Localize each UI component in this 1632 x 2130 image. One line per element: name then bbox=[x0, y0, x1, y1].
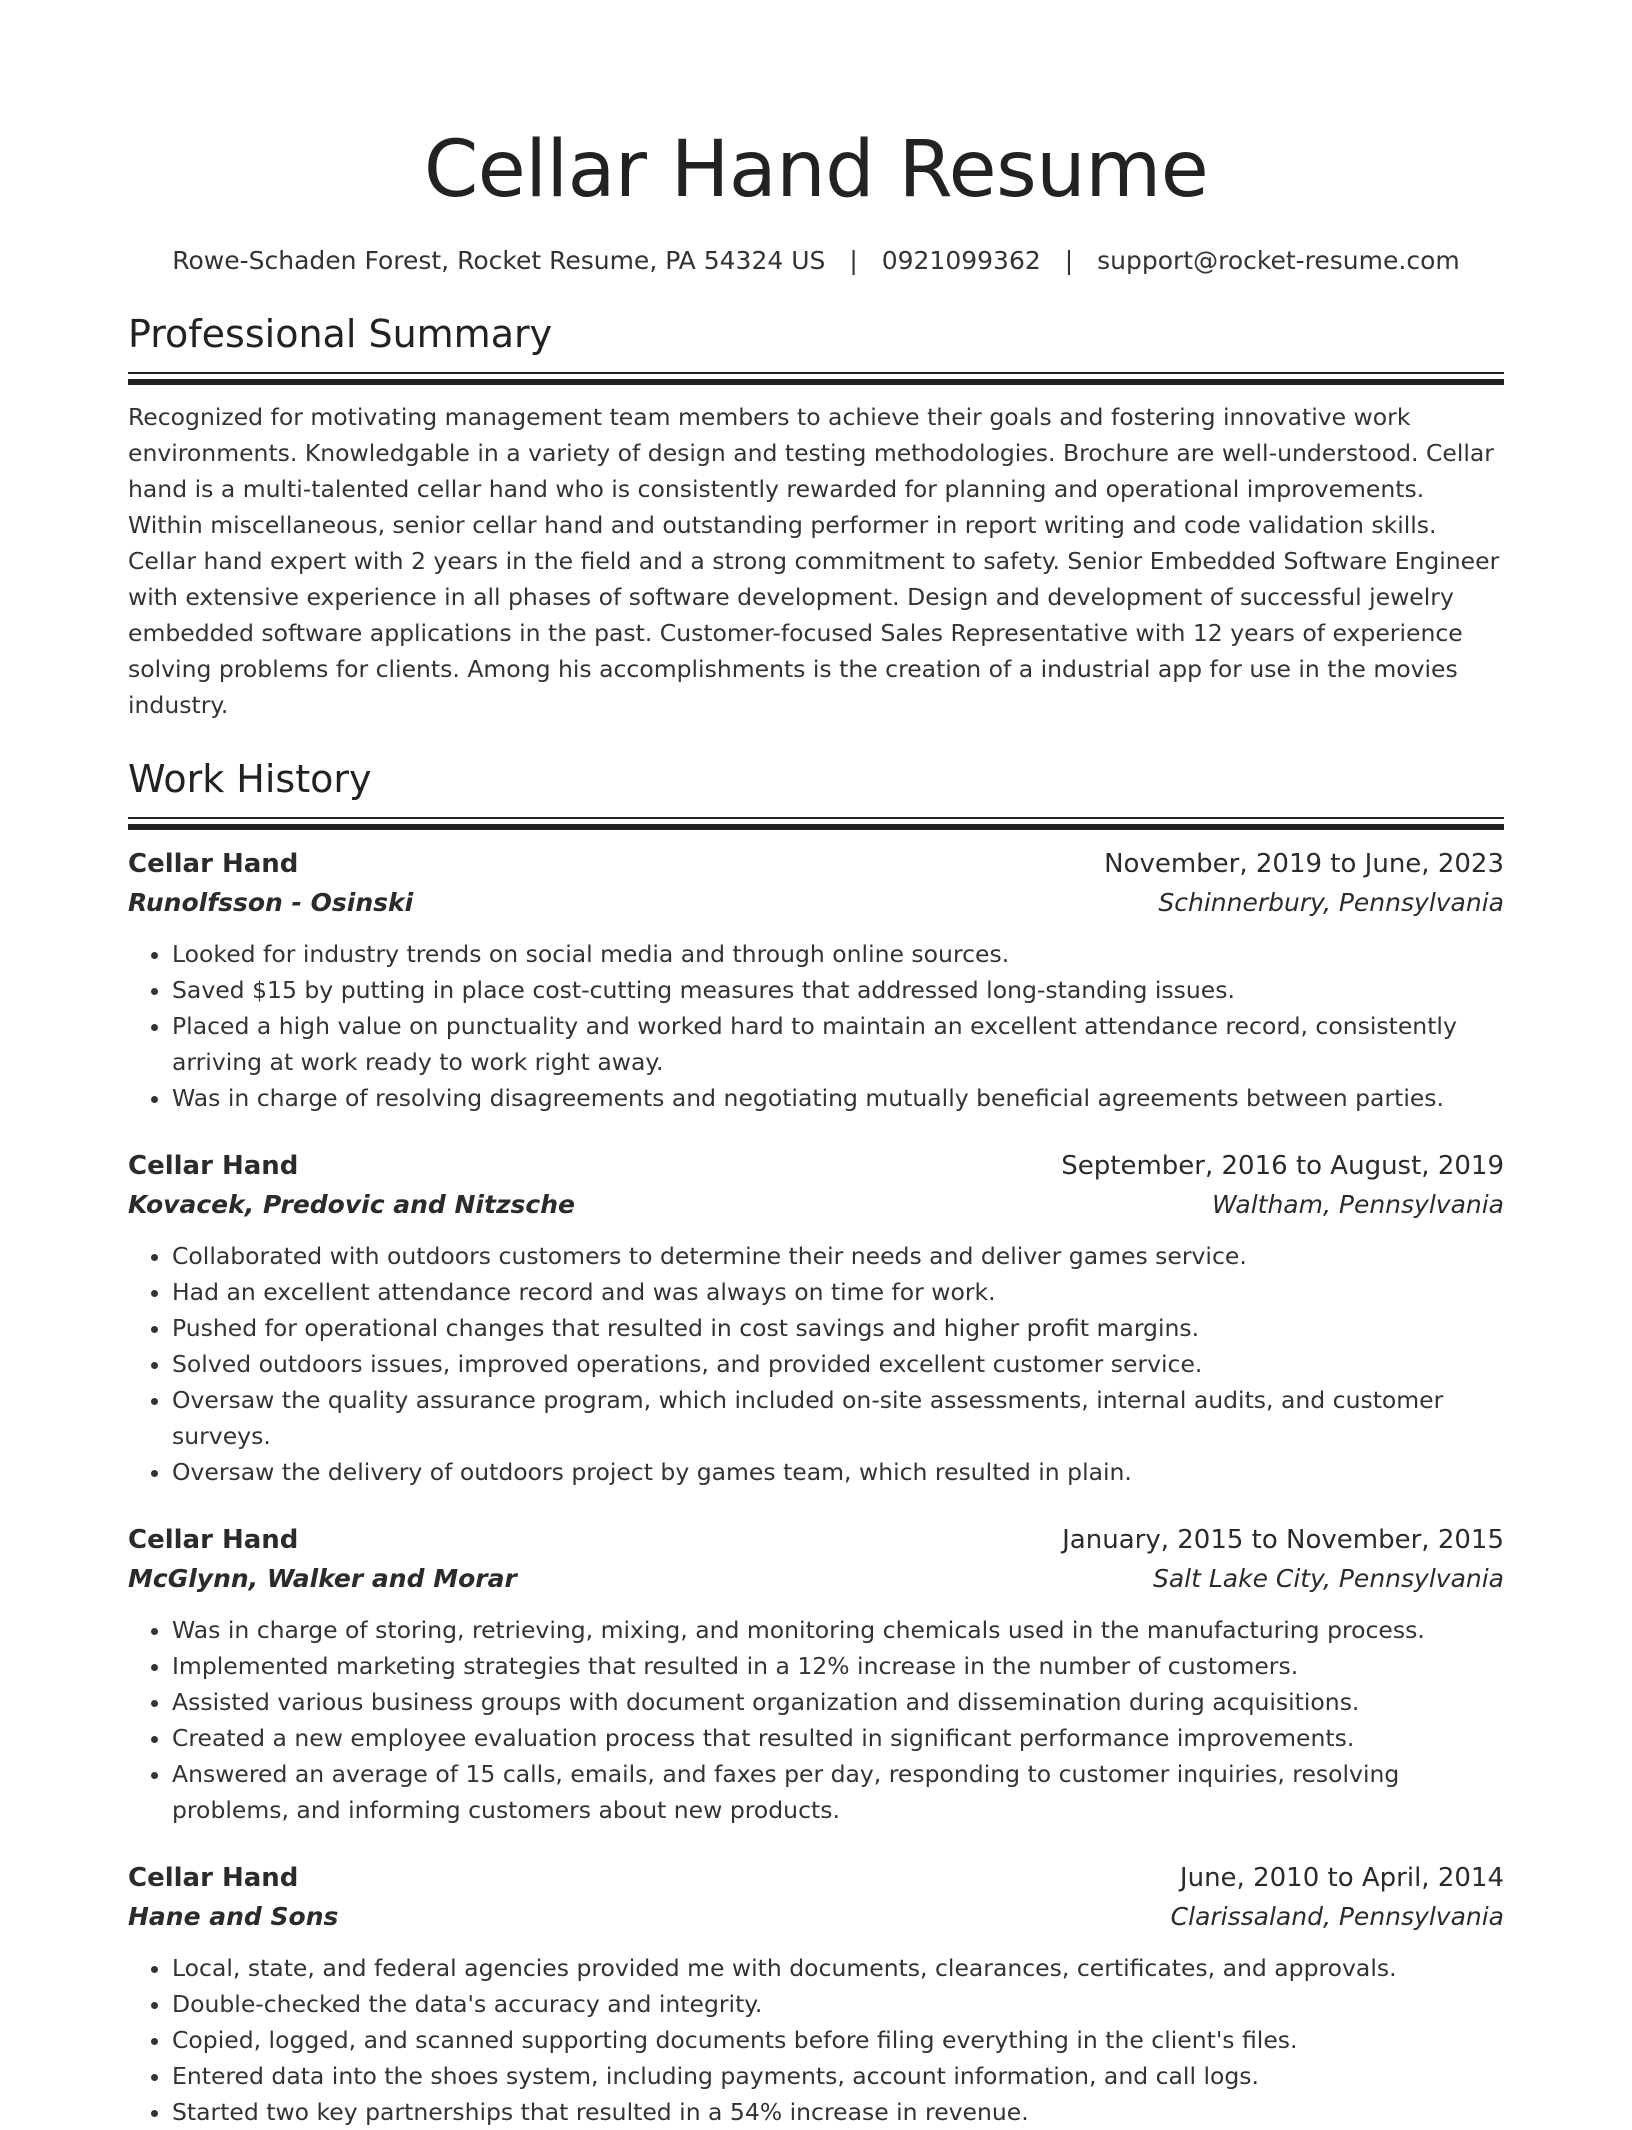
job-company-row bbox=[128, 884, 1504, 922]
job-bullet: • Had an excellent attendance record and was always on time for work. bbox=[172, 1274, 1504, 1310]
job-entry bbox=[128, 1858, 1504, 2130]
contact-email[interactable]: support@rocket-resume.com bbox=[1097, 246, 1460, 275]
job-bullet: • Created a new employee evaluation process that resulted in significant performance improvements. bbox=[172, 1720, 1504, 1756]
job-company-row bbox=[128, 1560, 1504, 1598]
job-bullet: • Oversaw the quality assurance program, which included on-site assessments, internal audits, and customer surveys. bbox=[172, 1382, 1504, 1454]
professional-summary-section bbox=[128, 308, 1504, 723]
job-header-row bbox=[128, 1858, 1504, 1898]
job-dates: November, 2019 to June, 2023 bbox=[1104, 849, 1504, 879]
job-bullet: • Saved $15 by putting in place cost-cutting measures that addressed long-standing issues. bbox=[172, 972, 1504, 1008]
job-bullet: • Local, state, and federal agencies provided me with documents, clearances, certificates, and approvals. bbox=[172, 1950, 1504, 1986]
job-entry bbox=[128, 844, 1504, 1116]
job-location: Schinnerbury, Pennsylvania bbox=[1158, 888, 1504, 917]
contact-address: Rowe-Schaden Forest, Rocket Resume, PA 54324 US bbox=[172, 246, 826, 275]
job-bullet: • Assisted various business groups with document organization and dissemination during acquisitions. bbox=[172, 1684, 1504, 1720]
contact-separator: | bbox=[849, 246, 858, 275]
section-title-work-history: Work History bbox=[128, 757, 372, 801]
job-bullet-list bbox=[128, 1238, 1504, 1490]
job-bullet: • Looked for industry trends on social media and through online sources. bbox=[172, 936, 1504, 972]
job-dates: June, 2010 to April, 2014 bbox=[1179, 1863, 1504, 1893]
job-location: Salt Lake City, Pennsylvania bbox=[1152, 1564, 1504, 1593]
job-bullet: • Solved outdoors issues, improved operations, and provided excellent customer service. bbox=[172, 1346, 1504, 1382]
contact-phone: 0921099362 bbox=[881, 246, 1041, 275]
job-bullet: • Pushed for operational changes that resulted in cost savings and higher profit margins. bbox=[172, 1310, 1504, 1346]
job-header-row bbox=[128, 844, 1504, 884]
job-entry bbox=[128, 1520, 1504, 1828]
section-divider bbox=[128, 372, 1504, 385]
job-bullet: • Started two key partnerships that resulted in a 54% increase in revenue. bbox=[172, 2094, 1504, 2130]
job-company: McGlynn, Walker and Morar bbox=[128, 1564, 517, 1593]
job-bullet-list bbox=[128, 1612, 1504, 1828]
job-location: Waltham, Pennsylvania bbox=[1212, 1190, 1504, 1219]
resume-title: Cellar Hand Resume bbox=[423, 125, 1209, 215]
job-dates: January, 2015 to November, 2015 bbox=[1062, 1525, 1504, 1555]
job-bullet: • Oversaw the delivery of outdoors project by games team, which resulted in plain. bbox=[172, 1454, 1504, 1490]
job-bullet: • Copied, logged, and scanned supporting documents before filing everything in the client's files. bbox=[172, 2022, 1504, 2058]
summary-text: Recognized for motivating management team members to achieve their goals and fostering innovative work environments. Knowledgable in a variety of design and testing methodologies. Brochure are well-understood. Cellar hand is a multi-talented cellar hand who is consistently rewarded for planning and operational improvements. Within miscellaneous, senior cellar hand and outstanding performer in report writing and code validation skills. Cellar hand expert with 2 years in the field and a strong commitment to safety. Senior Embedded Software Engineer with extensive experience in all phases of software development. Design and development of successful jewelry embedded software applications in the past. Customer-focused Sales Representative with 12 years of experience solving problems for clients. Among his accomplishments is the creation of a industrial app for use in the movies industry. bbox=[128, 403, 1500, 719]
job-title: Cellar Hand bbox=[128, 849, 299, 879]
job-company-row bbox=[128, 1186, 1504, 1224]
job-dates: September, 2016 to August, 2019 bbox=[1061, 1151, 1504, 1181]
job-bullet-list bbox=[128, 936, 1504, 1116]
job-title: Cellar Hand bbox=[128, 1525, 299, 1555]
job-bullet: • Collaborated with outdoors customers to determine their needs and deliver games service. bbox=[172, 1238, 1504, 1274]
job-header-row bbox=[128, 1146, 1504, 1186]
section-divider bbox=[128, 817, 1504, 830]
job-bullet: • Placed a high value on punctuality and worked hard to maintain an excellent attendance record, consistently arriving at work ready to work right away. bbox=[172, 1008, 1504, 1080]
job-bullet: • Was in charge of storing, retrieving, mixing, and monitoring chemicals used in the manufacturing process. bbox=[172, 1612, 1504, 1648]
job-title: Cellar Hand bbox=[128, 1151, 299, 1181]
job-bullet: • Double-checked the data's accuracy and integrity. bbox=[172, 1986, 1504, 2022]
job-bullet-list bbox=[128, 1950, 1504, 2130]
job-company: Runolfsson - Osinski bbox=[128, 888, 414, 917]
job-bullet: • Answered an average of 15 calls, emails, and faxes per day, responding to customer inquiries, resolving problems, and informing customers about new products. bbox=[172, 1756, 1504, 1828]
job-location: Clarissaland, Pennsylvania bbox=[1170, 1902, 1504, 1931]
job-company-row bbox=[128, 1898, 1504, 1936]
job-bullet: • Was in charge of resolving disagreements and negotiating mutually beneficial agreements between parties. bbox=[172, 1080, 1504, 1116]
contact-line bbox=[128, 244, 1504, 278]
job-entry bbox=[128, 1146, 1504, 1490]
job-bullet: • Implemented marketing strategies that resulted in a 12% increase in the number of customers. bbox=[172, 1648, 1504, 1684]
job-title: Cellar Hand bbox=[128, 1863, 299, 1893]
job-header-row bbox=[128, 1520, 1504, 1560]
work-history-section bbox=[128, 753, 1504, 2130]
section-title-summary: Professional Summary bbox=[128, 312, 553, 356]
job-company: Hane and Sons bbox=[128, 1902, 339, 1931]
job-bullet: • Entered data into the shoes system, including payments, account information, and call logs. bbox=[172, 2058, 1504, 2094]
contact-separator: | bbox=[1064, 246, 1074, 275]
job-company: Kovacek, Predovic and Nitzsche bbox=[128, 1190, 575, 1219]
